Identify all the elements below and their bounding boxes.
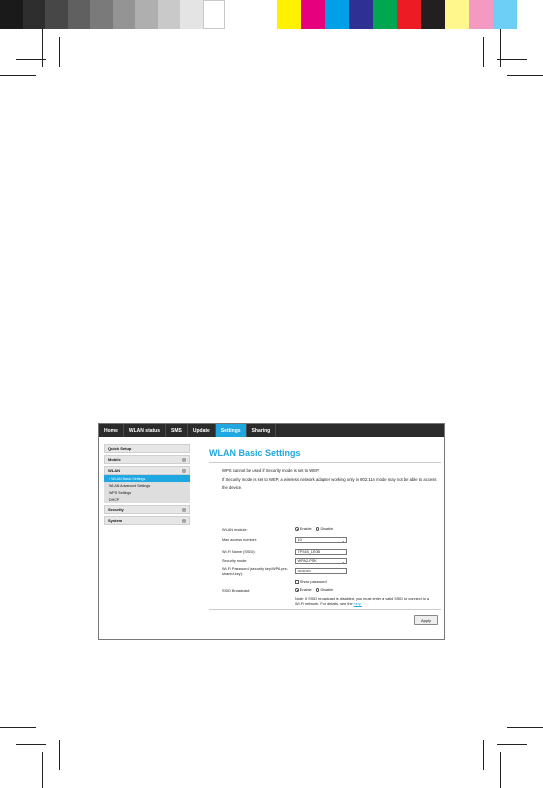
sidebar-group-system[interactable]	[104, 516, 190, 525]
color-swatch	[23, 0, 46, 29]
color-swatch	[301, 0, 325, 29]
help-link[interactable]: help.	[353, 601, 362, 606]
sidebar-item-wlan-advanced-settings[interactable]: WLAN Advanced Settings	[109, 483, 151, 488]
crop-mark	[16, 59, 46, 60]
tab-home[interactable]: Home	[99, 424, 124, 437]
collapse-icon: ‹	[183, 468, 185, 473]
color-swatch	[349, 0, 373, 29]
ssid-broadcast-note: Note: If SSID broadcast is disabled, you must enter a valid SSID to connect to a Wi-Fi network. For details, see the help.	[295, 597, 430, 606]
wifi-name-label: Wi-Fi Name (SSID):	[222, 550, 256, 554]
color-swatch	[203, 0, 226, 29]
process-color-bar	[277, 0, 517, 29]
tab-update[interactable]: Update	[188, 424, 216, 437]
sidebar-item-wps-settings[interactable]: WPS Settings	[109, 490, 132, 495]
wep-80211n-note: If Security mode is set to WEP, a wireless network adapter working only in 802.11n mode may not be able to access the device.	[222, 476, 437, 490]
crop-mark	[483, 37, 484, 67]
sidebar-group-label: Security	[108, 507, 124, 512]
sidebar-group-label: WLAN	[108, 468, 120, 473]
router-admin-window	[98, 423, 445, 640]
crop-mark	[0, 75, 36, 76]
main-content	[209, 448, 441, 606]
expand-icon: ›	[183, 518, 185, 523]
sidebar-item-dhcp[interactable]: DHCP	[109, 497, 120, 502]
tab-settings[interactable]: Settings	[216, 424, 247, 437]
wifi-password-label: Wi-Fi Password (security key/WPA pre-shared key):	[222, 567, 288, 576]
crop-mark	[0, 727, 36, 728]
ssid-broadcast-label: SSID Broadcast:	[222, 589, 251, 593]
settings-sidebar	[104, 444, 190, 527]
crop-mark	[497, 59, 527, 60]
grayscale-color-bar	[0, 0, 225, 29]
crop-mark	[59, 37, 60, 67]
wps-wep-note: WPS cannot be used if Security mode is set to WEP.	[222, 468, 320, 473]
crop-mark	[507, 727, 543, 728]
crop-mark	[42, 752, 43, 788]
color-swatch	[180, 0, 203, 29]
color-swatch	[158, 0, 181, 29]
chevron-down-icon: ⌄	[341, 558, 345, 564]
tab-sms[interactable]: SMS	[166, 424, 188, 437]
color-swatch	[277, 0, 301, 29]
tab-wlan-status[interactable]: WLAN status	[124, 424, 166, 437]
color-swatch	[469, 0, 493, 29]
expand-icon: ›	[183, 457, 185, 462]
wlan-module-label: WLAN module:	[222, 528, 248, 532]
apply-button[interactable]: Apply	[414, 615, 438, 625]
color-swatch	[493, 0, 517, 29]
ssid-broadcast-enable-radio[interactable]: Enable	[295, 588, 312, 592]
crop-mark	[483, 740, 484, 770]
crop-mark	[16, 744, 46, 745]
wlan-module-radios	[295, 527, 336, 532]
color-swatch	[373, 0, 397, 29]
crop-mark	[507, 75, 543, 76]
crop-mark	[497, 744, 527, 745]
wlan-submenu	[104, 475, 190, 503]
color-swatch	[445, 0, 469, 29]
footer-divider	[209, 609, 441, 610]
expand-icon: ›	[183, 507, 185, 512]
color-swatch	[135, 0, 158, 29]
chevron-down-icon: ⌄	[341, 537, 345, 543]
tab-sharing[interactable]: Sharing	[247, 424, 277, 437]
sidebar-group-quick-setup[interactable]	[104, 444, 190, 453]
color-swatch	[68, 0, 91, 29]
security-mode-label: Security mode:	[222, 559, 248, 563]
top-nav-bar	[99, 424, 444, 437]
sidebar-group-label: System	[108, 518, 123, 523]
sidebar-group-mobile[interactable]	[104, 455, 190, 464]
crop-mark	[42, 29, 43, 67]
color-swatch	[0, 0, 23, 29]
ssid-broadcast-disable-radio[interactable]: Disable	[316, 588, 333, 592]
crop-mark	[59, 740, 60, 770]
sidebar-item-wlan-basic-settings[interactable]: › WLAN Basic Settings	[104, 475, 190, 482]
crop-mark	[500, 29, 501, 67]
sidebar-group-label: Quick Setup	[108, 446, 132, 451]
color-swatch	[45, 0, 68, 29]
color-swatch	[90, 0, 113, 29]
show-password-checkbox[interactable]: Show password	[295, 580, 327, 584]
wlan-module-enable-radio[interactable]: Enable	[295, 527, 312, 531]
max-access-select[interactable]: 10 ⌄	[295, 537, 347, 543]
sidebar-group-security[interactable]	[104, 505, 190, 514]
page-title: WLAN Basic Settings	[209, 448, 301, 458]
wifi-password-input[interactable]: ••••••••••	[295, 568, 347, 574]
security-mode-select[interactable]: WPA2-PSK ⌄	[295, 558, 347, 564]
color-swatch	[421, 0, 445, 29]
sidebar-group-label: Mobile	[108, 457, 121, 462]
max-access-label: Max access number:	[222, 538, 258, 542]
wlan-module-disable-radio[interactable]: Disable	[316, 527, 333, 531]
sidebar-group-wlan[interactable]	[104, 466, 190, 475]
color-swatch	[325, 0, 349, 29]
color-swatch	[113, 0, 136, 29]
color-swatch	[397, 0, 421, 29]
wifi-name-input[interactable]: TP345_1E0B	[295, 549, 347, 555]
crop-mark	[500, 752, 501, 788]
